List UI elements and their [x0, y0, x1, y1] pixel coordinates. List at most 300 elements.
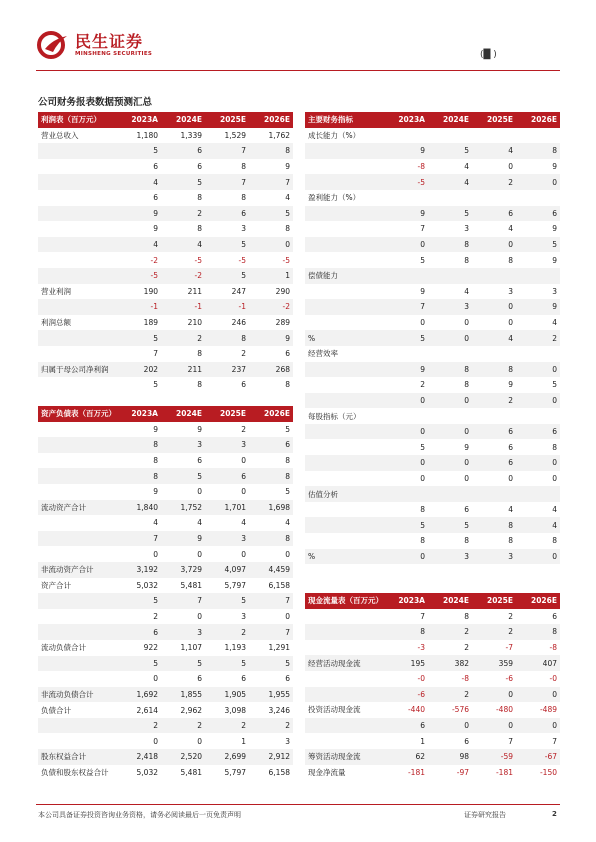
- cell-value: 6: [420, 721, 425, 731]
- cell-value: 1,905: [224, 689, 246, 699]
- cell-value: 7: [153, 349, 158, 359]
- table-row: [305, 517, 560, 533]
- cell-value: 9: [552, 162, 557, 172]
- cell-value: 2: [285, 721, 290, 731]
- row-label: 偿债能力: [308, 271, 338, 281]
- cell-value: 9: [552, 255, 557, 265]
- cell-value: 7: [285, 627, 290, 637]
- table-row: [305, 549, 560, 565]
- cell-value: 5,481: [180, 767, 202, 777]
- cell-value: 5: [241, 658, 246, 668]
- cell-value: 9: [420, 146, 425, 156]
- cell-value: 0: [241, 487, 246, 497]
- table-row: [38, 733, 293, 749]
- cell-value: 3,098: [224, 705, 246, 715]
- cell-value: 9: [153, 208, 158, 218]
- cell-value: 2026E: [264, 409, 290, 419]
- cell-value: 0: [464, 458, 469, 468]
- table-row: [305, 252, 560, 268]
- table-row: [38, 362, 293, 378]
- table-header-row: [38, 112, 293, 128]
- table-row: [38, 515, 293, 531]
- cell-value: -0: [549, 674, 557, 684]
- cell-value: 0: [508, 318, 513, 328]
- cell-value: 1,107: [180, 643, 202, 653]
- cell-value: 6: [241, 380, 246, 390]
- cell-value: 9: [197, 534, 202, 544]
- cell-value: 8: [197, 349, 202, 359]
- cell-value: 922: [143, 643, 158, 653]
- cell-value: 1,698: [268, 502, 290, 512]
- cell-value: 4: [552, 318, 557, 328]
- row-label: 估值分析: [308, 489, 338, 499]
- cell-value: 0: [420, 240, 425, 250]
- cell-value: 2025E: [220, 409, 246, 419]
- table-income: [38, 112, 293, 393]
- table-row: [38, 687, 293, 703]
- cell-value: 7: [285, 177, 290, 187]
- cell-value: 1,752: [180, 502, 202, 512]
- cell-value: 3: [552, 286, 557, 296]
- cell-value: 0: [420, 473, 425, 483]
- table-row: [38, 330, 293, 346]
- cell-value: 2,699: [224, 752, 246, 762]
- cell-value: 268: [275, 364, 290, 374]
- cell-value: 2025E: [487, 115, 513, 125]
- cell-value: 1,955: [268, 689, 290, 699]
- cell-value: 359: [498, 658, 513, 668]
- cell-value: 3: [241, 440, 246, 450]
- cell-value: 0: [508, 240, 513, 250]
- cell-value: 2025E: [220, 115, 246, 125]
- cell-value: 4: [552, 505, 557, 515]
- cell-value: 3: [197, 440, 202, 450]
- cell-value: 6: [153, 162, 158, 172]
- cell-value: 2024E: [443, 596, 469, 606]
- table-row: [305, 346, 560, 362]
- cell-value: -5: [238, 255, 246, 265]
- cell-value: 5,797: [224, 767, 246, 777]
- cell-value: 7: [420, 611, 425, 621]
- cell-value: 5: [197, 471, 202, 481]
- cell-value: 2: [153, 612, 158, 622]
- cell-value: 5: [285, 424, 290, 434]
- cell-value: 5: [153, 596, 158, 606]
- cell-value: -440: [407, 705, 425, 715]
- cell-value: 6: [552, 208, 557, 218]
- cell-value: 1,180: [136, 130, 158, 140]
- cell-value: 4: [241, 518, 246, 528]
- table-row: [305, 624, 560, 640]
- table-row: [305, 655, 560, 671]
- cell-value: -1: [194, 302, 202, 312]
- cell-value: 8: [552, 536, 557, 546]
- cell-value: 4: [285, 518, 290, 528]
- table-ratios: [305, 112, 560, 564]
- table-row: [305, 174, 560, 190]
- table-row: [38, 221, 293, 237]
- cell-value: 2023A: [398, 596, 425, 606]
- cell-value: 9: [285, 162, 290, 172]
- table-row: [38, 128, 293, 144]
- cell-value: 246: [231, 318, 246, 328]
- cell-value: 5: [241, 240, 246, 250]
- cell-value: 4,097: [224, 565, 246, 575]
- cell-value: 0: [285, 612, 290, 622]
- cell-value: 9: [285, 333, 290, 343]
- cell-value: 0: [464, 395, 469, 405]
- cell-value: -97: [456, 767, 469, 777]
- table-row: [305, 268, 560, 284]
- table-row: [38, 718, 293, 734]
- table-row: [38, 346, 293, 362]
- cell-value: 2024E: [443, 115, 469, 125]
- table-row: [38, 268, 293, 284]
- cell-value: 2: [197, 333, 202, 343]
- cell-value: 2: [508, 627, 513, 637]
- row-label: 股东权益合计: [41, 752, 86, 762]
- cell-value: 6: [197, 674, 202, 684]
- cell-value: 5,481: [180, 580, 202, 590]
- cell-value: 7: [508, 736, 513, 746]
- cell-value: -181: [407, 767, 425, 777]
- cell-value: 4: [508, 505, 513, 515]
- cell-value: 1,762: [268, 130, 290, 140]
- cell-value: -2: [150, 255, 158, 265]
- cell-value: 1: [420, 736, 425, 746]
- table-row: [305, 687, 560, 703]
- cell-value: 98: [459, 752, 469, 762]
- cell-value: 0: [197, 549, 202, 559]
- cell-value: 8: [552, 442, 557, 452]
- row-label: 负债和股东权益合计: [41, 767, 109, 777]
- cell-value: -2: [194, 271, 202, 281]
- cell-value: -7: [505, 643, 513, 653]
- cell-value: 8: [153, 440, 158, 450]
- cell-value: 4,459: [268, 565, 290, 575]
- cell-value: 0: [420, 427, 425, 437]
- table-row: [305, 330, 560, 346]
- table-row: [38, 159, 293, 175]
- cell-value: 3: [464, 551, 469, 561]
- cell-value: 3: [508, 551, 513, 561]
- header-divider: [36, 70, 560, 71]
- cell-value: 6: [508, 442, 513, 452]
- cell-value: 8: [508, 364, 513, 374]
- table-row: [38, 531, 293, 547]
- table-row: [38, 484, 293, 500]
- row-label: 资产合计: [41, 580, 71, 590]
- row-label: 利润总额: [41, 318, 71, 328]
- table-row: [38, 468, 293, 484]
- cell-value: 0: [464, 473, 469, 483]
- row-label: 非流动负债合计: [41, 689, 94, 699]
- table-row: [38, 437, 293, 453]
- cell-value: 2026E: [264, 115, 290, 125]
- table-row: [305, 237, 560, 253]
- brand-name-en: MINSHENG SECURITIES: [75, 51, 153, 57]
- row-label: 现金流量表（百万元）: [308, 596, 383, 606]
- cell-value: 8: [464, 611, 469, 621]
- cell-value: 8: [285, 456, 290, 466]
- cell-value: 9: [420, 364, 425, 374]
- cell-value: 2024E: [176, 409, 202, 419]
- cell-value: -5: [282, 255, 290, 265]
- table-row: [38, 143, 293, 159]
- cell-value: 1,193: [224, 643, 246, 653]
- cell-value: 5: [153, 146, 158, 156]
- cell-value: 8: [464, 380, 469, 390]
- cell-value: 8: [197, 224, 202, 234]
- cell-value: 407: [542, 658, 557, 668]
- table-row: [38, 500, 293, 516]
- cell-value: 5: [420, 520, 425, 530]
- cell-value: 0: [508, 721, 513, 731]
- cell-value: 2026E: [531, 596, 557, 606]
- cell-value: 8: [197, 193, 202, 203]
- table-row: [305, 502, 560, 518]
- cell-value: 211: [187, 364, 202, 374]
- cell-value: 2023A: [131, 115, 158, 125]
- table-row: [305, 128, 560, 144]
- cell-value: 8: [285, 380, 290, 390]
- table-row: [305, 718, 560, 734]
- cell-value: 6: [197, 456, 202, 466]
- cell-value: -150: [539, 767, 557, 777]
- row-label: 负债合计: [41, 705, 71, 715]
- table-row: [38, 749, 293, 765]
- brand-name-cn: 民生证券: [75, 32, 144, 51]
- cell-value: 195: [410, 658, 425, 668]
- cell-value: 3: [464, 302, 469, 312]
- cell-value: 8: [464, 364, 469, 374]
- section-title: 公司财务报表数据预测汇总: [38, 97, 153, 108]
- cell-value: 0: [420, 395, 425, 405]
- cell-value: 3,729: [180, 565, 202, 575]
- row-label: 流动负债合计: [41, 643, 86, 653]
- table-row: [305, 640, 560, 656]
- cell-value: 0: [552, 551, 557, 561]
- footer-disclaimer: 本公司具备证券投资咨询业务资格，请务必阅读最后一页免责声明: [38, 811, 241, 819]
- table-row: [38, 562, 293, 578]
- cell-value: 2026E: [531, 115, 557, 125]
- cell-value: 6: [285, 674, 290, 684]
- cell-value: 3: [508, 286, 513, 296]
- cell-value: 8: [285, 471, 290, 481]
- cell-value: 2: [508, 177, 513, 187]
- cell-value: 2: [464, 689, 469, 699]
- table-row: [305, 486, 560, 502]
- table-row: [305, 671, 560, 687]
- table-row: [38, 593, 293, 609]
- cell-value: 290: [275, 286, 290, 296]
- cell-value: -1: [150, 302, 158, 312]
- cell-value: 0: [508, 689, 513, 699]
- cell-value: 7: [285, 596, 290, 606]
- cell-value: 2: [241, 349, 246, 359]
- cell-value: 202: [143, 364, 158, 374]
- cell-value: 8: [197, 380, 202, 390]
- cell-value: 6: [552, 427, 557, 437]
- cell-value: 0: [420, 551, 425, 561]
- cell-value: 5: [285, 658, 290, 668]
- cell-value: 0: [552, 721, 557, 731]
- cell-value: 0: [241, 549, 246, 559]
- cell-value: 8: [552, 627, 557, 637]
- cell-value: 4: [464, 286, 469, 296]
- cell-value: 8: [420, 505, 425, 515]
- table-row: [305, 471, 560, 487]
- cell-value: 189: [143, 318, 158, 328]
- cell-value: 6: [508, 427, 513, 437]
- cell-value: 0: [552, 177, 557, 187]
- row-label: 现金净流量: [308, 767, 346, 777]
- table-row: [38, 315, 293, 331]
- table-row: [305, 284, 560, 300]
- cell-value: 3: [241, 612, 246, 622]
- table-row: [38, 377, 293, 393]
- cell-value: 6: [153, 627, 158, 637]
- cell-value: 8: [420, 627, 425, 637]
- table-row: [38, 546, 293, 562]
- cell-value: 6,158: [268, 580, 290, 590]
- table-row: [305, 315, 560, 331]
- cell-value: 5,032: [136, 580, 158, 590]
- cell-value: 8: [153, 471, 158, 481]
- footer-divider: [36, 804, 560, 805]
- table-row: [38, 609, 293, 625]
- table-row: [38, 640, 293, 656]
- row-label: 每股指标（元）: [308, 411, 361, 421]
- cell-value: 6: [464, 736, 469, 746]
- cell-value: 0: [464, 427, 469, 437]
- cell-value: 4: [508, 146, 513, 156]
- cell-value: 1: [285, 271, 290, 281]
- cell-value: 8: [285, 534, 290, 544]
- cell-value: 2,962: [180, 705, 202, 715]
- cell-value: 6: [197, 146, 202, 156]
- cell-value: 2023A: [398, 115, 425, 125]
- cell-value: 9: [153, 224, 158, 234]
- cell-value: 8: [464, 536, 469, 546]
- cell-value: 2: [420, 380, 425, 390]
- cell-value: 3,246: [268, 705, 290, 715]
- cell-value: 2: [464, 627, 469, 637]
- cell-value: 9: [552, 302, 557, 312]
- cell-value: 5: [420, 442, 425, 452]
- row-label: 投资活动现金流: [308, 705, 361, 715]
- table-header-row: [305, 112, 560, 128]
- cell-value: 0: [508, 302, 513, 312]
- cell-value: 0: [197, 736, 202, 746]
- table-row: [305, 393, 560, 409]
- cell-value: 6: [285, 349, 290, 359]
- cell-value: 6,158: [268, 767, 290, 777]
- cell-value: 2: [241, 424, 246, 434]
- cell-value: -1: [238, 302, 246, 312]
- cell-value: 5: [552, 240, 557, 250]
- row-label: 筹资活动现金流: [308, 752, 361, 762]
- cell-value: -59: [500, 752, 513, 762]
- cell-value: 8: [241, 193, 246, 203]
- cell-value: -2: [282, 302, 290, 312]
- table-row: [305, 206, 560, 222]
- cell-value: 2: [241, 721, 246, 731]
- cell-value: 1,840: [136, 502, 158, 512]
- cell-value: 5: [153, 380, 158, 390]
- cell-value: 1,291: [268, 643, 290, 653]
- row-label: 经营效率: [308, 349, 338, 359]
- cell-value: 8: [508, 520, 513, 530]
- cell-value: 4: [508, 333, 513, 343]
- cell-value: 7: [420, 224, 425, 234]
- table-row: [305, 609, 560, 625]
- cell-value: 2024E: [176, 115, 202, 125]
- cell-value: 1,339: [180, 130, 202, 140]
- cell-value: 0: [285, 240, 290, 250]
- cell-value: 62: [415, 752, 425, 762]
- table-cashflow: [305, 593, 560, 780]
- cell-value: -5: [417, 177, 425, 187]
- row-label: 资产负债表（百万元）: [41, 409, 116, 419]
- cell-value: 0: [552, 473, 557, 483]
- cell-value: 5: [197, 658, 202, 668]
- cell-value: 5: [285, 487, 290, 497]
- cell-value: 2,614: [136, 705, 158, 715]
- row-label: 归属于母公司净利润: [41, 364, 109, 374]
- cell-value: 3,192: [136, 565, 158, 575]
- cell-value: 0: [241, 456, 246, 466]
- cell-value: 2: [197, 721, 202, 731]
- table-header-row: [305, 593, 560, 609]
- table-row: [38, 190, 293, 206]
- cell-value: 6: [241, 674, 246, 684]
- cell-value: 0: [153, 549, 158, 559]
- footer-doc-type: 证券研究报告: [464, 811, 506, 819]
- cell-value: 0: [197, 487, 202, 497]
- cell-value: 5: [552, 380, 557, 390]
- table-row: [38, 206, 293, 222]
- cell-value: 4: [552, 520, 557, 530]
- cell-value: 2,418: [136, 752, 158, 762]
- cell-value: 0: [552, 364, 557, 374]
- cell-value: 4: [464, 177, 469, 187]
- cell-value: -489: [539, 705, 557, 715]
- cell-value: 8: [241, 333, 246, 343]
- cell-value: 0: [508, 473, 513, 483]
- minsheng-logo-icon: [36, 30, 70, 60]
- cell-value: 2,912: [268, 752, 290, 762]
- cell-value: 0: [420, 458, 425, 468]
- cell-value: 5: [197, 177, 202, 187]
- table-row: [305, 362, 560, 378]
- cell-value: 8: [552, 146, 557, 156]
- table-row: [305, 159, 560, 175]
- cell-value: 8: [508, 536, 513, 546]
- cell-value: 6: [508, 208, 513, 218]
- table-row: [305, 190, 560, 206]
- cell-value: 2: [197, 208, 202, 218]
- table-row: [38, 174, 293, 190]
- cell-value: 4: [197, 240, 202, 250]
- cell-value: 5: [420, 333, 425, 343]
- cell-value: 6: [241, 471, 246, 481]
- table-row: [38, 237, 293, 253]
- table-row: [38, 702, 293, 718]
- cell-value: 3: [464, 224, 469, 234]
- cell-value: 6: [285, 440, 290, 450]
- cell-value: -8: [417, 162, 425, 172]
